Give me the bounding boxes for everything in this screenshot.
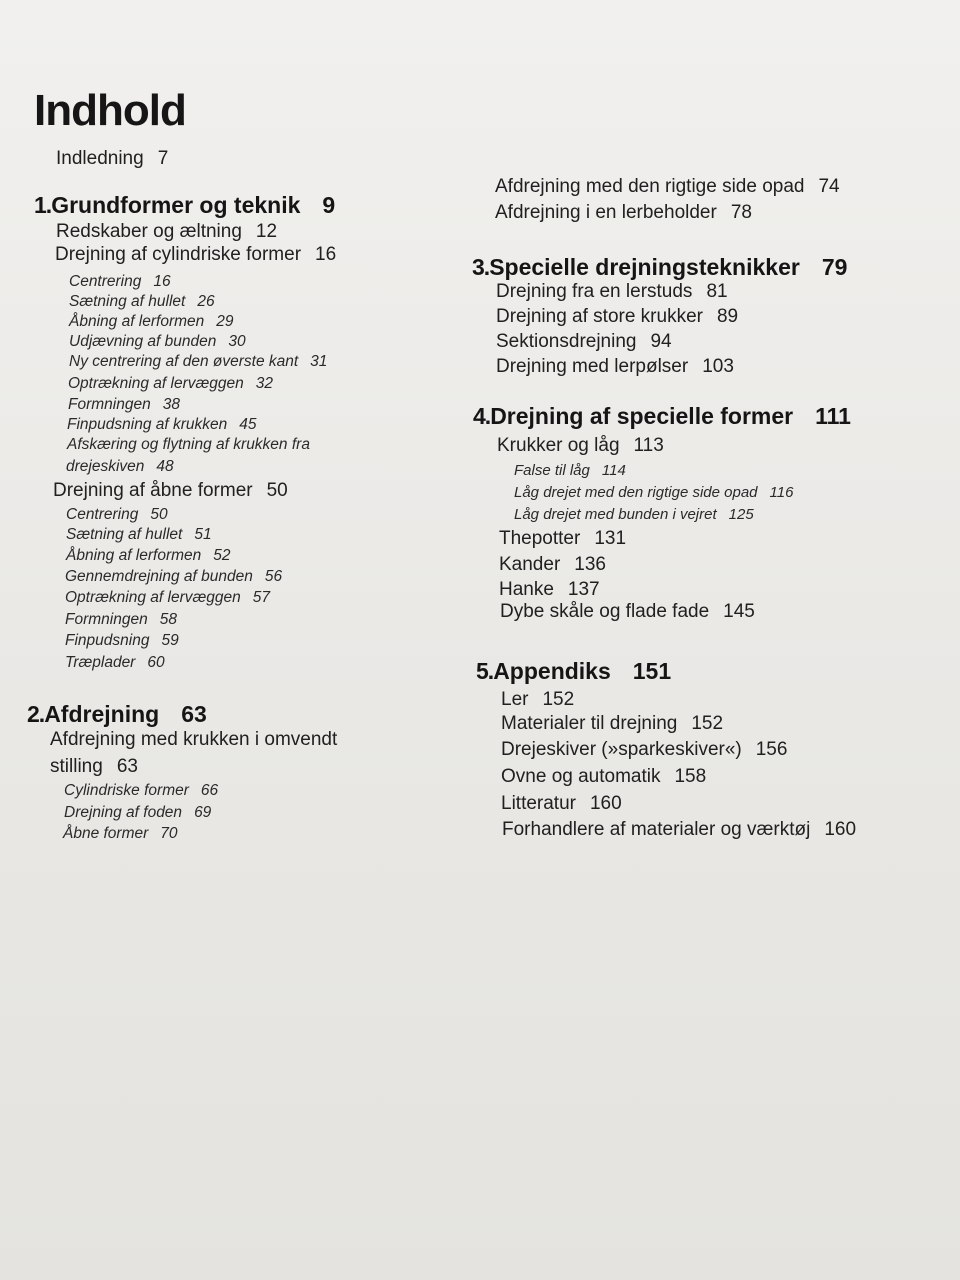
toc-entry <box>496 331 672 353</box>
chapter-page: 63 <box>181 701 207 727</box>
toc-entry <box>55 244 336 266</box>
entry-label: Krukker og låg <box>497 435 620 456</box>
chapter-number: 4. <box>473 403 491 429</box>
entry-label: Udjævning af bunden <box>69 333 217 350</box>
toc-entry <box>501 739 787 761</box>
entry-label: Afdrejning i en lerbeholder <box>495 202 717 223</box>
chapter-5-heading <box>476 658 671 685</box>
entry-page: 63 <box>116 756 138 777</box>
entry-page: 32 <box>255 375 274 392</box>
chapter-number: 2. <box>27 701 45 727</box>
entry-label: Indledning <box>56 148 144 169</box>
entry-page: 145 <box>723 601 755 622</box>
entry-page: 50 <box>150 506 168 523</box>
entry-page: 156 <box>755 739 788 760</box>
entry-page: 60 <box>147 654 165 671</box>
chapter-title: Specielle drejningsteknikker <box>489 254 800 280</box>
toc-subentry <box>68 375 273 393</box>
entry-page: 74 <box>818 176 840 197</box>
entry-label: Centrering <box>66 506 139 523</box>
entry-page: 103 <box>702 356 734 377</box>
entry-label: Ler <box>501 689 529 710</box>
chapter-4-heading <box>473 403 851 430</box>
entry-label: Træplader <box>65 654 136 671</box>
chapter-page: 79 <box>821 254 848 280</box>
entry-label: Kander <box>499 554 561 575</box>
entry-label: Optrækning af lervæggen <box>68 375 244 392</box>
entry-page: 125 <box>728 506 754 523</box>
entry-label: Drejeskiver (»sparkeskiver«) <box>501 739 742 760</box>
entry-page: 136 <box>574 554 606 575</box>
toc-subentry <box>64 804 211 822</box>
entry-label: Låg drejet med bunden i vejret <box>514 506 717 523</box>
entry-page: 116 <box>769 484 794 501</box>
entry-label: Sætning af hullet <box>69 293 186 310</box>
chapter-title: Grundformer og teknik <box>51 192 301 218</box>
entry-label: Drejning af foden <box>64 804 183 821</box>
entry-label: Thepotter <box>499 528 581 549</box>
chapter-title: Drejning af specielle former <box>490 403 794 429</box>
toc-entry <box>501 689 574 711</box>
entry-label: Sætning af hullet <box>66 526 183 543</box>
toc-entry <box>499 579 600 601</box>
entry-label: Ovne og automatik <box>501 766 661 787</box>
entry-label: Afskæring og flytning af krukken fra <box>67 436 310 453</box>
entry-page: 51 <box>194 526 212 543</box>
entry-page: 152 <box>691 713 724 734</box>
page-title: Indhold <box>34 86 186 135</box>
entry-label: Finpudsning <box>65 632 150 649</box>
entry-label: Drejning med lerpølser <box>496 356 689 377</box>
entry-label: False til låg <box>514 462 590 479</box>
toc-subentry <box>65 589 270 607</box>
entry-label: Gennemdrejning af bunden <box>65 568 253 585</box>
toc-entry <box>496 306 738 328</box>
toc-subentry <box>514 462 626 479</box>
toc-subentry <box>65 632 179 650</box>
entry-page: 29 <box>216 313 234 330</box>
toc-subentry <box>64 782 218 800</box>
entry-page: 114 <box>601 462 626 479</box>
entry-label: Ny centrering af den øverste kant <box>69 353 299 370</box>
entry-page: 59 <box>161 632 179 649</box>
toc-subentry <box>63 825 178 843</box>
chapter-3-heading <box>472 254 847 281</box>
entry-page: 52 <box>213 547 231 564</box>
chapter-number: 1. <box>34 192 52 218</box>
toc-entry <box>502 819 856 841</box>
toc-subentry <box>68 396 180 414</box>
entry-label: Redskaber og æltning <box>56 221 242 242</box>
toc-entry <box>500 601 755 623</box>
chapter-number: 3. <box>472 254 490 280</box>
entry-page: 7 <box>157 148 169 169</box>
toc-subentry <box>66 506 168 524</box>
entry-label: Cylindriske former <box>64 782 189 799</box>
entry-page: 69 <box>194 804 212 821</box>
chapter-page: 151 <box>632 658 672 684</box>
entry-page: 16 <box>315 244 337 265</box>
toc-subentry <box>65 611 177 629</box>
entry-page: 16 <box>153 273 171 290</box>
entry-page: 160 <box>824 819 857 840</box>
entry-label: Åbning af lerformen <box>69 313 205 330</box>
chapter-title: Afdrejning <box>44 701 160 727</box>
toc-entry <box>497 435 664 457</box>
entry-page: 131 <box>594 528 627 549</box>
toc-entry <box>501 766 706 788</box>
toc-subentry <box>514 506 754 523</box>
toc-entry <box>495 176 840 198</box>
entry-label: Drejning af store krukker <box>496 306 703 327</box>
toc-subentry <box>69 333 246 351</box>
entry-page: 48 <box>156 458 174 475</box>
toc-entry <box>50 729 337 751</box>
entry-page: 70 <box>160 825 178 842</box>
entry-label: Drejning af åbne former <box>53 480 253 501</box>
entry-label: Formningen <box>68 396 151 413</box>
toc-entry-intro <box>56 148 168 170</box>
entry-page: 158 <box>674 766 707 787</box>
entry-label: Centrering <box>69 273 142 290</box>
toc-subentry <box>69 353 327 371</box>
toc-entry <box>499 554 606 576</box>
chapter-page: 111 <box>815 403 851 429</box>
toc-entry <box>501 713 723 735</box>
entry-page: 137 <box>567 579 600 600</box>
entry-label: Åbning af lerformen <box>66 547 202 564</box>
entry-page: 38 <box>162 396 180 413</box>
entry-label: Låg drejet med den rigtige side opad <box>514 484 758 501</box>
chapter-2-heading <box>27 701 207 728</box>
entry-label: Litteratur <box>501 793 576 814</box>
entry-label: Sektionsdrejning <box>496 331 637 352</box>
entry-label: Formningen <box>65 611 148 628</box>
entry-label: Hanke <box>499 579 554 600</box>
toc-entry <box>496 281 728 303</box>
entry-page: 50 <box>266 480 288 501</box>
toc-subentry <box>67 436 310 454</box>
entry-label: Åbne former <box>63 825 149 842</box>
entry-label: Drejning af cylindriske former <box>55 244 302 265</box>
entry-page: 57 <box>252 589 271 606</box>
toc-subentry <box>65 568 282 586</box>
entry-label: Forhandlere af materialer og værktøj <box>502 819 811 840</box>
toc-subentry <box>66 526 212 544</box>
entry-page: 45 <box>239 416 257 433</box>
entry-label: Dybe skåle og flade fade <box>500 601 710 622</box>
entry-page: 58 <box>159 611 177 628</box>
toc-subentry <box>69 313 234 331</box>
entry-page: 56 <box>264 568 283 585</box>
toc-entry <box>56 221 277 243</box>
toc-entry <box>495 202 752 224</box>
entry-label: Afdrejning med krukken i omvendt <box>50 729 338 750</box>
entry-label: Afdrejning med den rigtige side opad <box>495 176 805 197</box>
entry-page: 26 <box>197 293 215 310</box>
entry-page: 81 <box>706 281 728 302</box>
entry-page: 152 <box>542 689 575 710</box>
entry-page: 31 <box>310 353 328 370</box>
toc-entry <box>499 528 626 550</box>
toc-entry <box>496 356 734 378</box>
toc-subentry <box>69 273 171 291</box>
toc-subentry <box>67 416 257 434</box>
entry-label: Materialer til drejning <box>501 713 678 734</box>
entry-page: 78 <box>730 202 752 223</box>
toc-subentry <box>66 458 174 476</box>
entry-label: Drejning fra en lerstuds <box>496 281 693 302</box>
entry-page: 12 <box>255 221 278 242</box>
entry-label: Optrækning af lervæggen <box>65 589 241 606</box>
chapter-number: 5. <box>476 658 494 684</box>
toc-subentry <box>65 654 165 672</box>
entry-page: 160 <box>589 793 622 814</box>
entry-page: 66 <box>200 782 219 799</box>
toc-subentry <box>514 484 793 501</box>
chapter-1-heading <box>34 192 335 219</box>
entry-page: 89 <box>716 306 739 327</box>
toc-entry <box>50 756 138 778</box>
toc-entry <box>53 480 288 502</box>
entry-page: 113 <box>633 435 664 456</box>
entry-label: Finpudsning af krukken <box>67 416 228 433</box>
entry-label: drejeskiven <box>66 458 145 475</box>
toc-entry <box>501 793 622 815</box>
entry-page: 30 <box>228 333 246 350</box>
toc-subentry <box>69 293 215 311</box>
chapter-title: Appendiks <box>493 658 611 684</box>
entry-page: 94 <box>650 331 672 352</box>
entry-label: stilling <box>50 756 103 777</box>
toc-subentry <box>66 547 231 565</box>
chapter-page: 9 <box>322 192 336 218</box>
